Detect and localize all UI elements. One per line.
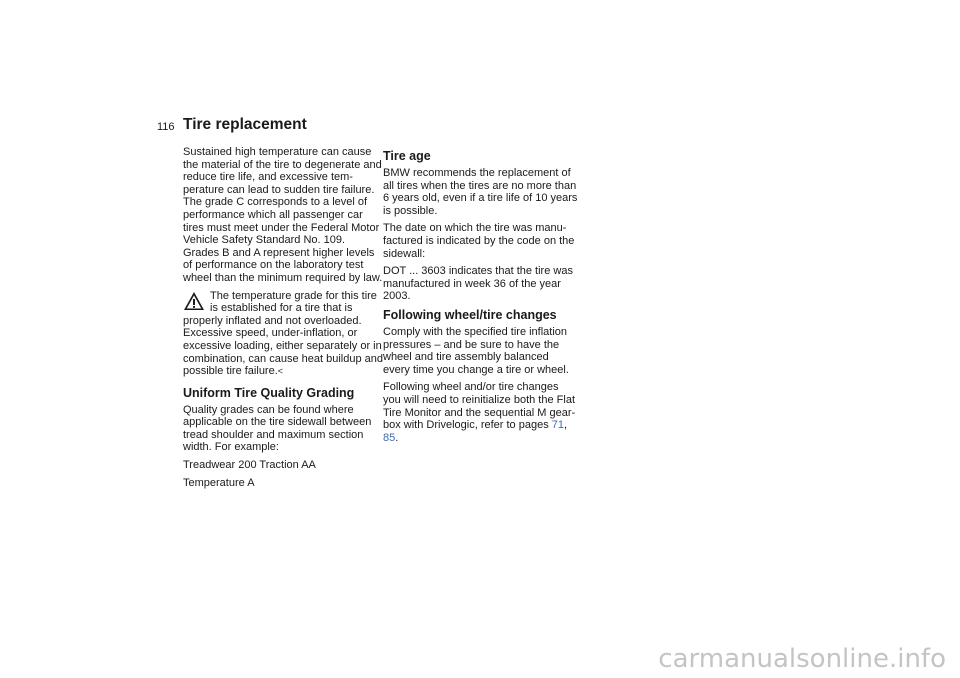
paragraph-changes-1: Comply with the specified tire inflation pressures – and be sure to have the wheel and tire assembly balanced every time you change a tire or wheel. bbox=[383, 325, 569, 376]
paragraph-tire-age-2: The date on which the tire was manu-factured is indicated by the code on the sidewall: bbox=[383, 222, 575, 260]
paragraph-tire-age-1: BMW recommends the replacement of all tires when the tires are no more than 6 years old, even if a tire life of 10 years is possible. bbox=[383, 167, 578, 217]
paragraph-temperature: Sustained high temperature can cause the material of the tire to degenerate and reduce tire life, and excessive tem-perature can lead to sudden tire failure. The grade C corresponds to a level of performance which all passenger car tires must meet under the Federal Motor Vehicle Safety Standard No. 109. Grades B and A represent higher levels of performance on the laboratory test wheel than the minimum required by law. bbox=[183, 146, 383, 284]
warning-triangle-icon bbox=[183, 291, 205, 311]
heading-tire-age: Tire age bbox=[383, 149, 431, 163]
paragraph-treadwear: Treadwear 200 Traction AA bbox=[183, 459, 316, 472]
changes-text: Following wheel and/or tire changes you will need to reinitialize both the Flat Tire Monitor and the sequential M gear-box with Drivelogic, refer to pages bbox=[383, 381, 576, 432]
paragraph-quality-grades: Quality grades can be found where applicable on the tire sidewall between tread shoulder and maximum section width. For example: bbox=[183, 403, 372, 454]
heading-uniform-tire-quality-grading: Uniform Tire Quality Grading bbox=[183, 385, 355, 400]
page-number: 116 bbox=[157, 121, 175, 133]
ref-end: . bbox=[395, 431, 399, 444]
left-column bbox=[183, 146, 383, 494]
paragraph-changes-2 bbox=[383, 381, 578, 444]
warning-note bbox=[183, 290, 383, 378]
end-mark: < bbox=[277, 366, 284, 377]
warning-text: The temperature grade for this tire is established for a tire that is properly inflated and not overloaded. Excessive speed, under-inflation, or excessive loading, either separately or in combination, can cause heat buildup and possible tire failure. bbox=[183, 289, 383, 378]
heading-wheel-tire-changes: Following wheel/tire changes bbox=[383, 307, 557, 322]
page-link-85[interactable]: 85 bbox=[383, 431, 396, 444]
paragraph-tire-age-3: DOT ... 3603 indicates that the tire was manufactured in week 36 of the year 2003. bbox=[383, 265, 573, 303]
paragraph-temperature-grade: Temperature A bbox=[183, 476, 255, 489]
watermark: carmanualsonline.info bbox=[658, 644, 946, 674]
page-link-71[interactable]: 71 bbox=[551, 419, 564, 432]
page-title: Tire replacement bbox=[183, 116, 307, 133]
ref-separator: , bbox=[564, 419, 568, 432]
right-column bbox=[383, 147, 578, 449]
